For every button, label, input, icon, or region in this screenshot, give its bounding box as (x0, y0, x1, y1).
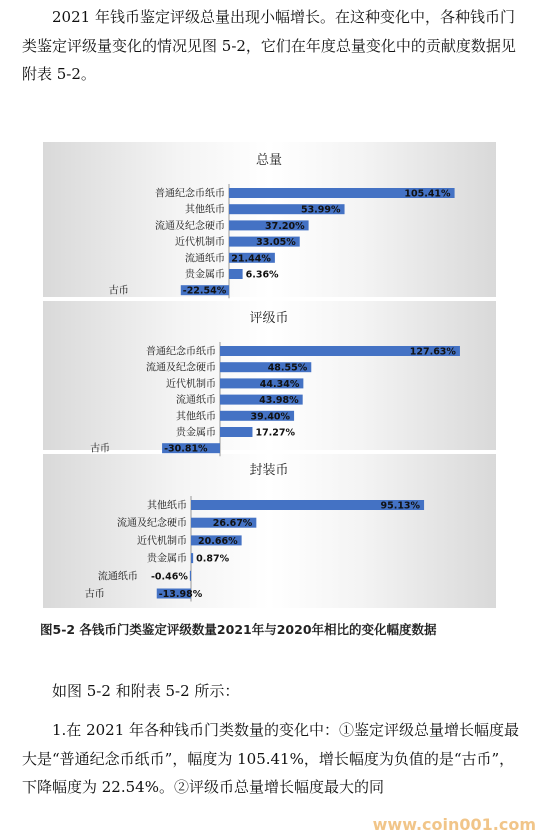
value-label: 33.05% (256, 237, 296, 249)
category-label: 流通纸币 (185, 253, 225, 265)
category-label: 流通及纪念硬币 (155, 220, 225, 232)
category-label: 普通纪念币纸币 (155, 188, 225, 200)
value-label: -0.46% (150, 571, 188, 583)
category-label: 近代机制币 (137, 535, 187, 547)
category-label: 普通纪念币纸币 (146, 346, 216, 358)
value-label: 95.13% (380, 500, 421, 512)
chart-title: 总量 (255, 153, 283, 168)
reference-paragraph: 如图 5-2 和附表 5-2 所示： (52, 682, 240, 700)
value-label: 21.44% (231, 253, 271, 265)
value-label: 0.87% (196, 553, 230, 565)
category-label: 近代机制币 (166, 378, 216, 390)
figure-caption: 图5-2 各钱币门类鉴定评级数量2021年与2020年相比的变化幅度数据 (40, 622, 437, 637)
bar (229, 269, 243, 279)
value-label: 39.40% (250, 411, 291, 423)
panel-separator (43, 297, 496, 301)
value-label: 37.20% (265, 220, 305, 232)
value-label: 6.36% (245, 269, 279, 281)
category-label: 古币 (84, 589, 105, 600)
value-label: 44.34% (259, 378, 300, 390)
category-label: 流通纸币 (97, 571, 138, 583)
value-label: 105.41% (404, 188, 451, 200)
category-label: 其他纸币 (147, 500, 187, 512)
category-label: 贵金属币 (147, 553, 187, 565)
category-label: 贵金属币 (176, 427, 216, 439)
value-label: -22.54% (182, 285, 227, 297)
watermark: www.coin001.com (372, 815, 536, 834)
value-label: 127.63% (409, 346, 456, 358)
bar (190, 571, 191, 581)
bar (220, 427, 252, 437)
category-label: 近代机制币 (175, 237, 225, 249)
intro-paragraph: 2021 年钱币鉴定评级总量出现小幅增长。在这种变化中，各种钱币门类鉴定评级量变化的情况见图 5-2，它们在年度总量变化中的贡献度数据见附表 5-2。 (22, 8, 516, 83)
bar (191, 553, 193, 563)
category-label: 其他纸币 (185, 204, 225, 216)
bar-charts (43, 142, 496, 608)
value-label: 53.99% (300, 204, 341, 216)
chart-figure (43, 142, 496, 608)
chart-title: 评级币 (249, 311, 289, 326)
item1-paragraph: 1.在 2021 年各种钱币门类数量的变化中：①鉴定评级总量增长幅度最大是“普通纪念币纸币”，幅度为 105.41%，增长幅度为负值的是“古币”，下降幅度为 22.54%。②评级币总量增长幅度最大的同 (22, 721, 520, 796)
category-label: 流通纸币 (176, 395, 216, 407)
category-label: 贵金属币 (185, 269, 225, 281)
chart-title: 封装币 (249, 463, 289, 478)
value-label: 43.98% (259, 395, 299, 407)
value-label: 17.27% (255, 427, 296, 439)
value-label: 26.67% (212, 518, 253, 530)
panel-separator (43, 450, 496, 454)
category-label: 古币 (108, 285, 129, 297)
category-label: 流通及纪念硬币 (117, 518, 187, 530)
category-label: 其他纸币 (176, 411, 216, 423)
category-label: 流通及纪念硬币 (146, 362, 216, 374)
value-label: -30.81% (164, 443, 208, 455)
category-label: 古币 (90, 443, 111, 455)
value-label: 48.55% (267, 362, 308, 374)
value-label: -13.98% (158, 589, 203, 600)
value-label: 20.66% (198, 535, 238, 547)
